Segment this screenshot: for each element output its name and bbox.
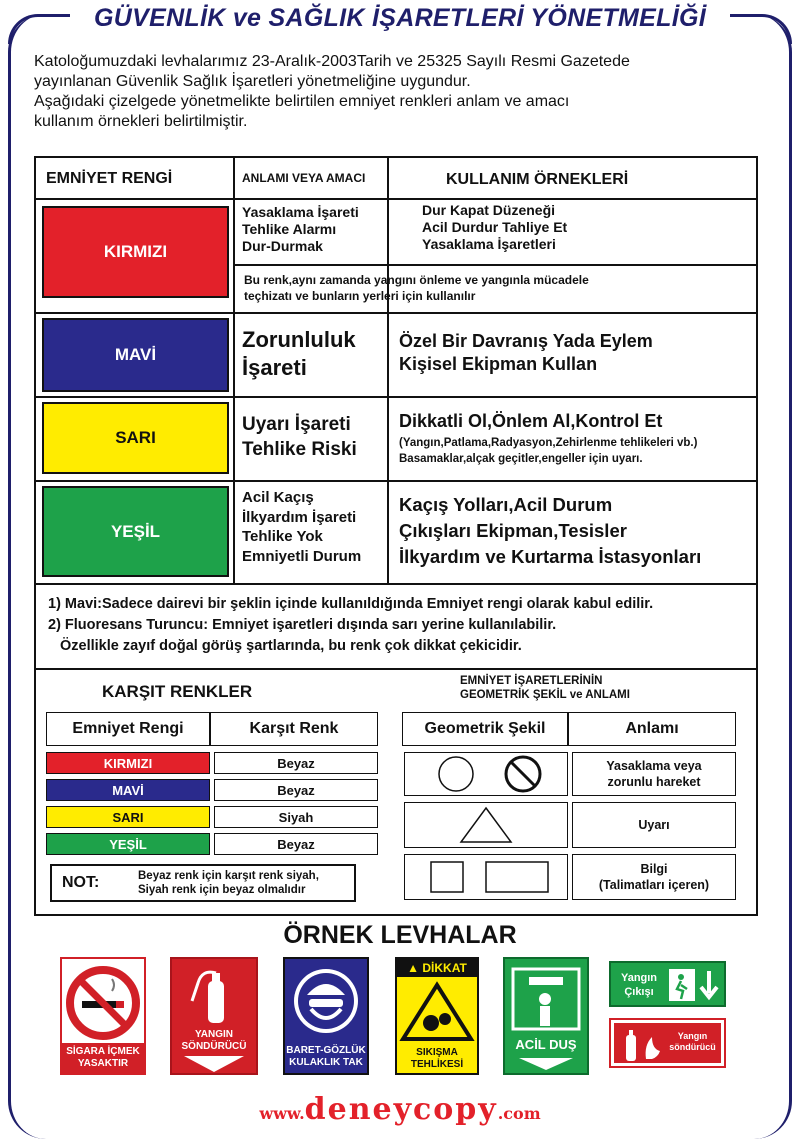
sign-label: ACİL DUŞ — [515, 1037, 577, 1052]
shape-triangle-cell — [404, 802, 568, 848]
note-red: Bu renk,aynı zamanda yangını önleme ve yangınla mücadele teçhizatı ve bunların yerleri için kullanılır — [244, 273, 589, 303]
contrast-title: KARŞIT RENKLER — [102, 682, 253, 701]
meaning-green: Acil Kaçış İlkyardım İşareti Tehlike Yok Emniyetli Durum — [242, 489, 362, 565]
contrast-header-color: Emniyet Rengi — [46, 712, 210, 746]
sign-label: BARET-GÖZLÜK KULAKLIK TAK — [286, 1045, 366, 1068]
sign-label: Yangın Çıkışı — [620, 972, 658, 998]
examples-title: ÖRNEK LEVHALAR — [283, 921, 517, 949]
circle-shapes-icon — [421, 754, 551, 794]
contrast-row-blue: MAVİ — [46, 779, 210, 801]
sign-emergency-shower — [503, 957, 589, 1075]
swatch-green: YEŞİL — [42, 486, 229, 577]
sign-label: Yangın söndürücü — [669, 1031, 716, 1052]
sign-label: SIKIŞMA TEHLİKESİ — [410, 1047, 464, 1070]
sign-fire-exit — [609, 961, 726, 1007]
contrast-header-contrast: Karşıt Renk — [210, 712, 378, 746]
contrast-note-box — [50, 864, 356, 902]
arrow-down-icon — [505, 1057, 587, 1071]
swatch-red: KIRMIZI — [42, 206, 229, 298]
contrast-value: Beyaz — [214, 752, 378, 774]
fire-extinguisher-icon — [172, 963, 256, 1033]
swatch-yellow: SARI — [42, 402, 229, 474]
contrast-value: Beyaz — [214, 779, 378, 801]
contrast-value: Siyah — [214, 806, 378, 828]
intro-line: Aşağıdaki çizelgede yönetmelikte belirtilen emniyet renkleri anlam ve amacı — [34, 93, 570, 110]
note-text: Beyaz renk için karşıt renk siyah, Siyah renk için beyaz olmalıdır — [138, 870, 319, 896]
meaning-yellow: Uyarı İşareti Tehlike Riski — [242, 414, 357, 460]
sign-header: ▲ DİKKAT — [397, 959, 477, 977]
sign-label: SİGARA İÇMEK YASAKTIR — [62, 1043, 144, 1073]
sign-helmet-goggles — [283, 957, 369, 1075]
intro-line: Katoloğumuzdaki levhalarımız 23-Aralık-2003Tarih ve 25325 Sayılı Resmi Gazetede — [34, 53, 630, 70]
geometry-header-meaning: Anlamı — [568, 712, 736, 746]
usage-green: Kaçış Yolları,Acil Durum Çıkışları Ekipman,Tesisler İlkyardım ve Kurtarma İstasyonları — [399, 494, 702, 567]
geometry-meaning-1: Yasaklama veya zorunlu hareket — [572, 752, 736, 796]
contrast-value: Beyaz — [214, 833, 378, 855]
intro-line: yayınlanan Güvenlik Sağlık İşaretleri yönetmeliğine uygundur. — [34, 73, 471, 90]
contrast-row-green: YEŞİL — [46, 833, 210, 855]
header-color: EMNİYET RENGİ — [46, 170, 173, 187]
footer-website: www.deneycopy.com — [259, 1092, 541, 1127]
footnotes: 1) Mavi:Sadece dairevi bir şeklin içinde kullanıldığında Emniyet rengi olarak kabul edilir. 2) Fluoresans Turuncu: Emniyet işaretleri dışında sarı yerine kullanılabilir. Özellikle zayıf doğal görüş şartlarında, bu renk çok dikkat çekicidir. — [48, 596, 654, 654]
geometry-header-shape: Geometrik Şekil — [402, 712, 568, 746]
sign-fire-extinguisher-small — [609, 1018, 726, 1068]
contrast-row-yellow: SARI — [46, 806, 210, 828]
meaning-red: Yasaklama İşareti Tehlike Alarmı Dur-Durmak — [242, 204, 359, 254]
geometry-meaning-2: Uyarı — [572, 802, 736, 848]
sign-crush-hazard — [395, 957, 479, 1075]
fire-exit-icon — [667, 965, 725, 1005]
sign-label: YANGIN SÖNDÜRÜCÜ — [181, 1029, 247, 1052]
usage-blue: Özel Bir Davranış Yada Eylem Kişisel Ekipman Kullan — [399, 331, 653, 374]
lower-panel — [34, 670, 758, 916]
meaning-blue: Zorunluluk İşareti — [242, 327, 356, 380]
shape-circle-cell — [404, 752, 568, 796]
arrow-down-icon — [172, 1054, 256, 1074]
sign-no-smoking — [60, 957, 146, 1075]
header-meaning: ANLAMI VEYA AMACI — [242, 171, 366, 185]
header-usage: KULLANIM ÖRNEKLERİ — [446, 171, 629, 188]
intro-text — [34, 52, 779, 132]
no-smoking-icon — [62, 961, 144, 1045]
crush-hazard-icon — [397, 981, 477, 1045]
geometry-title: EMNİYET İŞARETLERİNİN GEOMETRİK ŞEKİL ve ANLAMI — [460, 675, 630, 701]
swatch-blue: MAVİ — [42, 318, 229, 392]
helmet-goggles-icon — [285, 961, 367, 1043]
emergency-shower-icon — [505, 963, 587, 1037]
usage-red: Dur Kapat Düzeneği Acil Durdur Tahliye Et Yasaklama İşaretleri — [422, 202, 568, 252]
note-label: NOT: — [62, 874, 100, 891]
square-shapes-icon — [416, 857, 556, 897]
triangle-shape-icon — [456, 805, 516, 845]
intro-line: kullanım örnekleri belirtilmiştir. — [34, 113, 248, 130]
contrast-row-red: KIRMIZI — [46, 752, 210, 774]
usage-yellow-2: (Yangın,Patlama,Radyasyon,Zehirlenme tehlikeleri vb.) Basamaklar,alçak geçitler,engeller için uyarı. — [399, 437, 698, 465]
colors-table — [34, 156, 758, 670]
usage-yellow-1: Dikkatli Ol,Önlem Al,Kontrol Et — [399, 411, 663, 431]
sign-fire-extinguisher — [170, 957, 258, 1075]
fire-extinguisher-small-icon — [616, 1025, 666, 1065]
page-title: GÜVENLİK ve SAĞLIK İŞARETLERİ YÖNETMELİĞİ — [70, 0, 730, 38]
shape-square-cell — [404, 854, 568, 900]
geometry-meaning-3: Bilgi (Talimatları içeren) — [572, 854, 736, 900]
